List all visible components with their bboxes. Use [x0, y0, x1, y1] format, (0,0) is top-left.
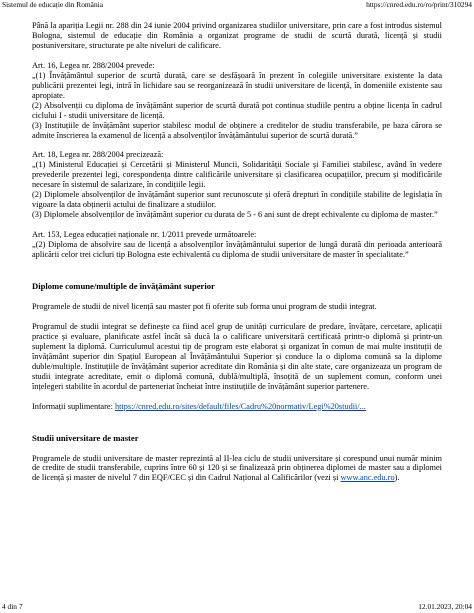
art18-title: Art. 18, Legea nr. 288/2004 precizează: — [32, 150, 164, 160]
additional-info-link[interactable]: https://cnred.edu.ro/sites/default/files/Cadru%20normativ/Legi%20studii/... — [114, 401, 366, 411]
art18-para-1: „(1) Ministerul Educației și Cercetării și Ministerul Muncii, Solidarității Sociale și Familiei stabilesc, având în vedere prevederile prezentei legi, corespondența dintre calificările universitare și clasificarea ocupațiilor, precum și modificările necesare în sistemul de salarizare, în condițiile legii. — [32, 160, 442, 190]
art16-para-1: „(1) Învățământul superior de scurtă durată, care se desfășoară în prezent în colegiile universitare existente la data publicării prezentei legi, intră în lichidare sau se reorganizează în studii universitare de licență, în domeniile existente sau apropiate. — [32, 70, 442, 100]
page-footer — [0, 601, 474, 613]
art18-para-2: (2) Diplomele absolvenților de învățământ superior sunt recunoscute și oferă drepturi în condițiile stabilite de legislația în vigoare la data obținerii actului de finalizare a studiilor. — [32, 190, 442, 210]
additional-info-label: Informații suplimentare: — [32, 401, 115, 411]
header-site-title: Sistemul de educație din România — [2, 0, 103, 9]
art18-para-3: (3) Diplomele absolvenților de învățământ superior cu durata de 5 - 6 ani sunt de drept echivalente cu diploma de master.” — [32, 210, 438, 220]
anc-link[interactable]: www.anc.edu.ro — [340, 473, 395, 483]
additional-info — [32, 402, 442, 412]
print-timestamp: 12.01.2023, 20:04 — [418, 602, 472, 611]
joint-diplomas-para-2: Programul de studii integrat se definește ca fiind acel grup de unități curriculare de predare, învățare, cercetare, aplicații practice și evaluare, planificate astfel încât să ducă la o calificare universitară certificată printr-o diplomă și printr-un suplement la diplomă. Curriculumul acestui tip de program este elaborat și organizat în comun de mai multe instituții de învățământ superior din Spațiul European al Învățământului Superior și conduce la o diploma comună sa la diplome duble/multiple. Instituțiile de învățământ superior acreditate din România și din alte state, care organizeaza un program de studii integrate acreditate, emit o diplomă comună, dublă/multiplă, însoțită de un suplement comun, conform unei înțelegeri stabilite în acordul de parteneriat încheiat între instituțiile de învățământ superior partenere. — [32, 321, 442, 391]
document-body — [32, 21, 442, 483]
art16-title: Art. 16, Legea nr. 288/2004 prevede: — [32, 60, 155, 70]
art153-title: Art. 153, Legea educației naționale nr. 1/2011 prevede următoarele: — [32, 230, 257, 240]
section-heading-joint-diplomas: Diplome comune/multiple de învățământ superior — [32, 281, 215, 292]
master-text-b: ). — [394, 473, 400, 483]
page-number: 4 din 7 — [2, 602, 23, 611]
joint-diplomas-para-1: Programele de studii de nivel licență sau master pot fi oferite sub forma unui program de studii integrat. — [32, 301, 377, 311]
art153-para-2: „(2) Diploma de absolvire sau de licență a absolvenților învățământului superior de lungă durată din perioada anterioară aplicării celor trei cicluri tip Bologna este echivalentă cu diploma de studii universitare de master în specialitate.” — [32, 240, 442, 260]
master-text-a: Programele de studii universitare de master reprezintă al II-lea ciclu de studii universitare și corespund unui număr minim de credite de studii transferabile, cuprins între 60 și 120 și se finalizează prin obținerea diplomei de master sau a diplomei de licență și master de nivelul 7 din EQF/CEC și din Cadrul Național al Calificărilor (vezi și — [32, 453, 442, 483]
section-heading-master: Studii universitare de master — [32, 432, 139, 443]
header-url: https://cnred.edu.ro/ro/print/310294 — [366, 0, 472, 9]
art16-para-3: (3) Instituțiile de învățământ superior stabilesc modul de obținere a creditelor de studiu transferabile, pe baza cărora se admite înscrierea la examenul de licență a absolvenților învățământului superior de scurtă durată.” — [32, 120, 442, 140]
master-para-1 — [32, 454, 442, 484]
intro-paragraph: Până la apariția Legii nr. 288 din 24 iunie 2004 privind organizarea studiilor universitare, prin care a fost introdus sistemul Bologna, sistemul de educație din România a organizat programe de studii de scurtă durată, licență și studii postuniversitare, structurate pe alte niveluri de calificare. — [32, 21, 442, 50]
art16-para-2: (2) Absolvenții cu diploma de învățământ superior de scurtă durată pot continua studiile pentru a obține licența în cadrul ciclului I - studii universitare de licență. — [32, 100, 442, 120]
page-header — [0, 0, 474, 12]
